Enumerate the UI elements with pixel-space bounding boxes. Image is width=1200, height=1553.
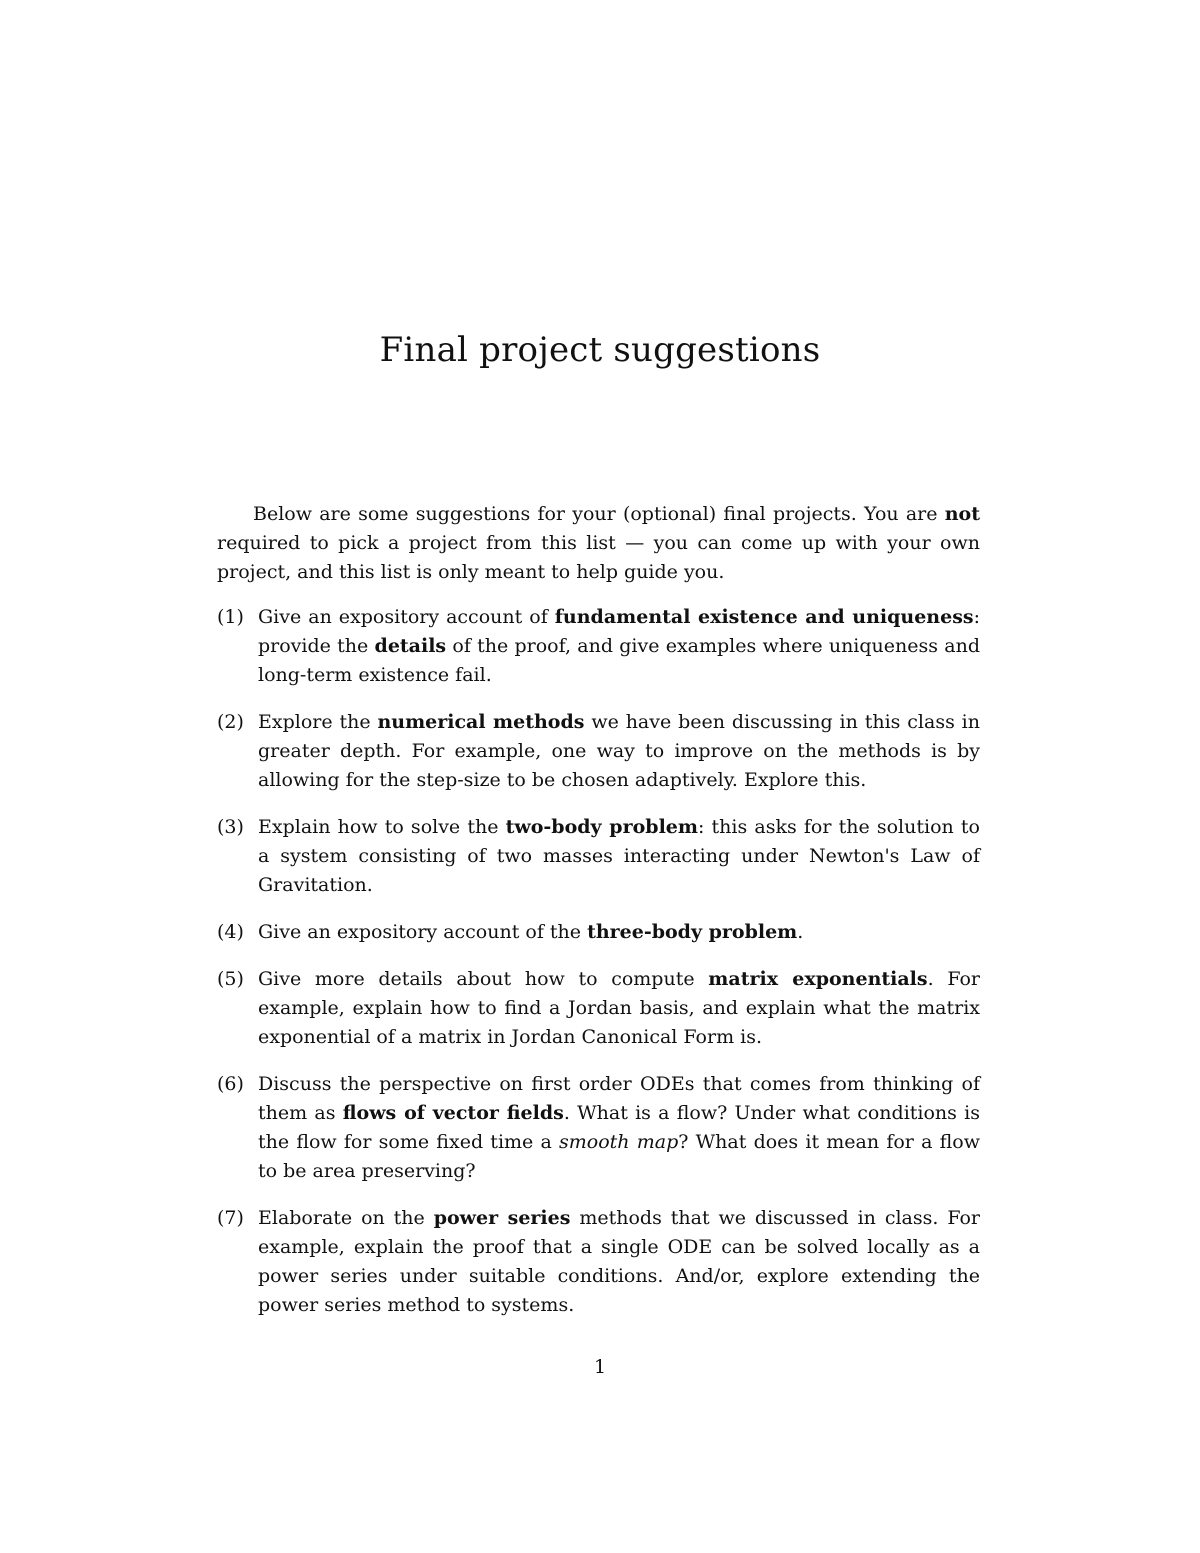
item-number: (7) [217, 1207, 244, 1229]
item-bold-term: two-body problem [505, 816, 698, 838]
suggestion-item-3 [217, 813, 980, 900]
intro-emphasis: not [944, 503, 980, 525]
document-body [217, 500, 980, 1338]
item-text [258, 603, 980, 690]
item-number: (3) [217, 816, 244, 838]
item-number: (1) [217, 606, 244, 628]
item-bold-term: matrix exponentials [708, 968, 928, 990]
item-text [258, 965, 980, 1052]
suggestion-item-5 [217, 965, 980, 1052]
item-number: (6) [217, 1073, 244, 1095]
suggestion-item-2 [217, 708, 980, 795]
document-title: Final project suggestions [379, 330, 821, 370]
item-text-part: Explore the [258, 711, 378, 733]
item-text [258, 918, 980, 947]
suggestion-item-6 [217, 1070, 980, 1186]
suggestion-item-4 [217, 918, 980, 947]
suggestion-item-7 [217, 1204, 980, 1320]
item-text-part: Give an expository account of [258, 606, 555, 628]
item-bold-term: flows of vector fields [342, 1102, 564, 1124]
intro-paragraph [217, 500, 980, 587]
item-text-part: ? What does it mean for a flow to be area preserving? [258, 1131, 980, 1182]
item-number: (2) [217, 711, 244, 733]
item-text-part: Give an expository account of the [258, 921, 588, 943]
item-text-part: . What is a flow? Under what conditions is the flow for some fixed time a [258, 1102, 980, 1153]
item-text-part: : provide the [258, 606, 980, 657]
item-text-part: . For example, explain how to find a Jordan basis, and explain what the matrix exponential of a matrix in Jordan Canonical Form is. [258, 968, 980, 1048]
suggestion-list [217, 603, 980, 1320]
item-bold-term: power series [433, 1207, 571, 1229]
intro-text-2: required to pick a project from this list — you can come up with your own project, and this list is only meant to help guide you. [217, 532, 980, 583]
item-text-part: we have been discussing in this class in greater depth. For example, one way to improve on the methods is by allowing for the step-size to be chosen adaptively. Explore this. [258, 711, 980, 791]
page-number: 1 [593, 1356, 607, 1378]
item-text [258, 813, 980, 900]
item-text [258, 708, 980, 795]
suggestion-item-1 [217, 603, 980, 690]
item-text-part: of the proof, and give examples where uniqueness and long-term existence fail. [258, 635, 980, 686]
intro-text-1: Below are some suggestions for your (optional) final projects. You are [253, 503, 945, 525]
item-text-part: Explain how to solve the [258, 816, 506, 838]
item-text-part: Give more details about how to compute [258, 968, 709, 990]
item-text-part: Discuss the perspective on first order ODEs that comes from thinking of them as [258, 1073, 980, 1124]
item-bold-term: three-body problem [587, 921, 798, 943]
item-bold-term: details [374, 635, 447, 657]
item-text [258, 1070, 980, 1186]
item-text [258, 1204, 980, 1320]
item-text-part: . [797, 921, 804, 943]
item-number: (4) [217, 921, 244, 943]
item-text-part: : this asks for the solution to a system consisting of two masses interacting under Newton's Law of Gravitation. [258, 816, 980, 896]
item-italic-term: smooth map [559, 1131, 679, 1153]
item-text-part: Elaborate on the [258, 1207, 434, 1229]
item-text-part: methods that we discussed in class. For example, explain the proof that a single ODE can be solved locally as a power series under suitable conditions. And/or, explore extending the power series method to systems. [258, 1207, 981, 1316]
item-bold-term: numerical methods [377, 711, 585, 733]
item-bold-term: fundamental existence and uniqueness [554, 606, 974, 628]
item-number: (5) [217, 968, 244, 990]
